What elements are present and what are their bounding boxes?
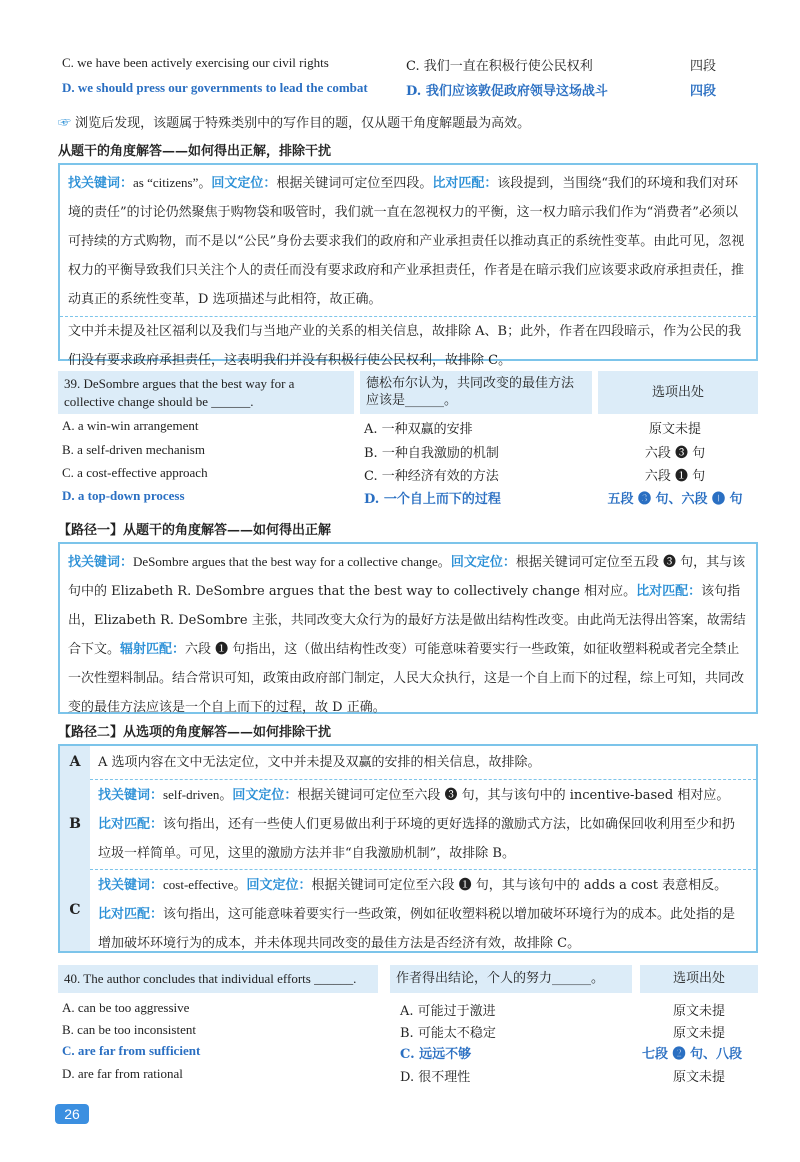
q39-option-b-zh: B. 一种自我激励的机制 xyxy=(364,446,499,461)
box2-text2: 根据关键词可定位至五段 ❸ 句，其与该句中的 Elizabeth R. DeSombre argues that the best way to collectively change 相对应。 xyxy=(68,555,746,599)
analysis-box-q39-path2 xyxy=(58,744,758,953)
q40-option-d-src: 原文未提 xyxy=(672,1070,725,1085)
q38-option-d-en: D. we should press our governments to lead the combat xyxy=(62,80,368,95)
option-a-analysis: A 选项内容在文中无法定位，文中并未提及双赢的安排的相关信息，故排除。 xyxy=(98,755,541,770)
box1-text2: 根据关键词可定位至四段。 xyxy=(276,176,433,191)
q40-option-c-src: 七段 ❷ 句、八段 xyxy=(641,1047,743,1062)
q39-stem-zh: 德松布尔认为，共同改变的最佳方法应该是______。 xyxy=(360,371,592,414)
option-c-label: C xyxy=(60,869,90,951)
analysis-box-q39-path1 xyxy=(58,542,758,714)
locate-label: 回文定位： xyxy=(211,176,277,191)
section1-title: 从题干的角度解答——如何得出正解，排除干扰 xyxy=(58,144,332,159)
locate-label: 回文定位： xyxy=(246,878,312,893)
option-a-label: A xyxy=(60,746,90,779)
find-keyword-label: 找关键词： xyxy=(68,555,134,570)
box2-para xyxy=(60,544,756,722)
q39-option-c-zh: C. 一种经济有效的方法 xyxy=(364,469,499,484)
match-label: 比对匹配： xyxy=(98,907,164,922)
q38-option-c-src: 四段 xyxy=(690,59,717,74)
q39-option-d-src: 五段 ❸ 句、六段 ❶ 句 xyxy=(607,492,743,507)
box2-text4: 六段 ❶ 句指出，这（做出结构性改变）可能意味着要实行一些政策，如征收塑料税或者完全禁止一次性塑料制品。结合常识可知，政策由政府部门制定，人民大众执行，这是一个自上而下的过程，综上可知，共同改变的最佳方法应该是一个自上而下的过程，故 D 正确。 xyxy=(68,642,745,715)
q40-option-a-src: 原文未提 xyxy=(672,1004,725,1019)
box1-text3: 该段提到，当围绕“我们的环境和我们对环境的责任”的讨论仍然聚焦于购物袋和吸管时，我们就一直在忽视权力的平衡，这一权力暗示我们作为“消费者”必须以可持续的方式购物，而不是以“公民”身份去要求我们的政府和产业承担责任以推动真正的系统性变革。由此可见，忽视权力的平衡导致我们只关注个人的责任而没有要求政府和产业承担责任，作者是在暗示我们应该要求政府承担责任，推动真正的系统性变革，D 选项描述与此相符，故正确。 xyxy=(68,176,745,307)
q40-option-c-en: C. are far from sufficient xyxy=(62,1043,201,1058)
q40-stem-zh: 作者得出结论，个人的努力______。 xyxy=(390,965,632,993)
q40-option-a-zh: A. 可能过于激进 xyxy=(400,1004,496,1019)
q40-option-c-zh: C. 远远不够 xyxy=(400,1047,472,1062)
box2-text3: 该句指出，Elizabeth R. DeSombre 主张，共同改变大众行为的最好方法是做出结构性改变。由此尚无法得出答案，故需结合下文。 xyxy=(68,584,746,657)
box2-text1: DeSombre argues that the best way for a collective change。 xyxy=(133,554,451,569)
q39-src-header: 选项出处 xyxy=(598,371,758,414)
path1-title: 【路径一】从题干的角度解答——如何得出正解 xyxy=(58,523,332,538)
q40-option-d-en: D. are far from rational xyxy=(62,1066,183,1081)
q39-option-c-src: 六段 ❶ 句 xyxy=(644,469,706,484)
locate-label: 回文定位： xyxy=(232,788,298,803)
box1-para2: 文中并未提及社区福利以及我们与当地产业的关系的相关信息，故排除 A、B；此外，作者在四段暗示，作为公民的我们没有要求政府承担责任，这表明我们并没有积极行使公民权利，故排除 C。 xyxy=(68,324,742,368)
locate-label: 回文定位： xyxy=(450,555,516,570)
path2-title: 【路径二】从选项的角度解答——如何排除干扰 xyxy=(58,725,332,740)
note-text: 浏览后发现，该题属于特殊类别中的写作目的题，仅从题干角度解题最为高效。 xyxy=(75,116,531,131)
q39-option-b-src: 六段 ❸ 句 xyxy=(644,446,706,461)
q39-option-c-en: C. a cost-effective approach xyxy=(62,465,208,480)
find-keyword-label: 找关键词： xyxy=(98,878,164,893)
match-label: 比对匹配： xyxy=(98,817,164,832)
hand-point-icon: ☞ xyxy=(58,116,72,131)
match-label: 比对匹配： xyxy=(432,176,498,191)
q39-option-b-en: B. a self-driven mechanism xyxy=(62,442,205,457)
q38-option-d-src: 四段 xyxy=(690,84,717,99)
option-b-analysis: 找关键词：self-driven。回文定位：根据关键词可定位至六段 ❸ 句，其与该句中的 incentive-based 相对应。 比对匹配：该句指出，还有一些使人们更易做出利于环境的更好选择的激励式方法，比如确保回收利用至少和扔垃圾一样简单。可见，这里的激励方法并非“自我激励机制”，故排除 B。 xyxy=(98,787,736,861)
q39-option-d-zh: D. 一个自上而下的过程 xyxy=(364,492,501,507)
box1-text1: as “citizens”。 xyxy=(133,175,212,190)
q40-option-b-src: 原文未提 xyxy=(672,1026,725,1041)
note xyxy=(58,112,530,131)
page-number: 26 xyxy=(55,1104,89,1124)
q40-option-d-zh: D. 很不理性 xyxy=(400,1070,471,1085)
q39-stem-en: 39. DeSombre argues that the best way for a collective change should be ______. xyxy=(58,371,354,414)
q39-option-d-en: D. a top-down process xyxy=(62,488,185,503)
q38-option-d-zh: D. 我们应该敦促政府领导这场战斗 xyxy=(406,84,608,99)
q38-option-c-en: C. we have been actively exercising our civil rights xyxy=(62,55,329,70)
q40-option-a-en: A. can be too aggressive xyxy=(62,1000,190,1015)
option-b-label: B xyxy=(60,779,90,869)
q38-option-c-zh: C. 我们一直在积极行使公民权利 xyxy=(406,59,593,74)
radiate-match-label: 辐射匹配： xyxy=(120,642,186,657)
q40-src-header: 选项出处 xyxy=(640,965,758,993)
q39-option-a-src: 原文未提 xyxy=(648,422,701,437)
find-keyword-label: 找关键词： xyxy=(68,176,134,191)
q40-stem-en: 40. The author concludes that individual efforts ______. xyxy=(58,965,378,993)
q39-option-a-zh: A. 一种双赢的安排 xyxy=(364,422,473,437)
box1-para1 xyxy=(60,165,756,314)
option-c-analysis: 找关键词：cost-effective。回文定位：根据关键词可定位至六段 ❶ 句，其与该句中的 adds a cost 表意相反。 比对匹配：该句指出，这可能意味着要实行一些政策，例如征收塑料税以增加破坏环境行为的成本。此处指的是增加破坏环境行为的成本，并未体现共同改变的最佳方法是否经济有效，故排除 C。 xyxy=(98,877,736,951)
q39-option-a-en: A. a win-win arrangement xyxy=(62,418,199,433)
match-label: 比对匹配： xyxy=(636,584,702,599)
analysis-box-q38 xyxy=(58,163,758,368)
q40-option-b-zh: B. 可能太不稳定 xyxy=(400,1026,496,1041)
find-keyword-label: 找关键词： xyxy=(98,788,164,803)
q40-option-b-en: B. can be too inconsistent xyxy=(62,1022,196,1037)
